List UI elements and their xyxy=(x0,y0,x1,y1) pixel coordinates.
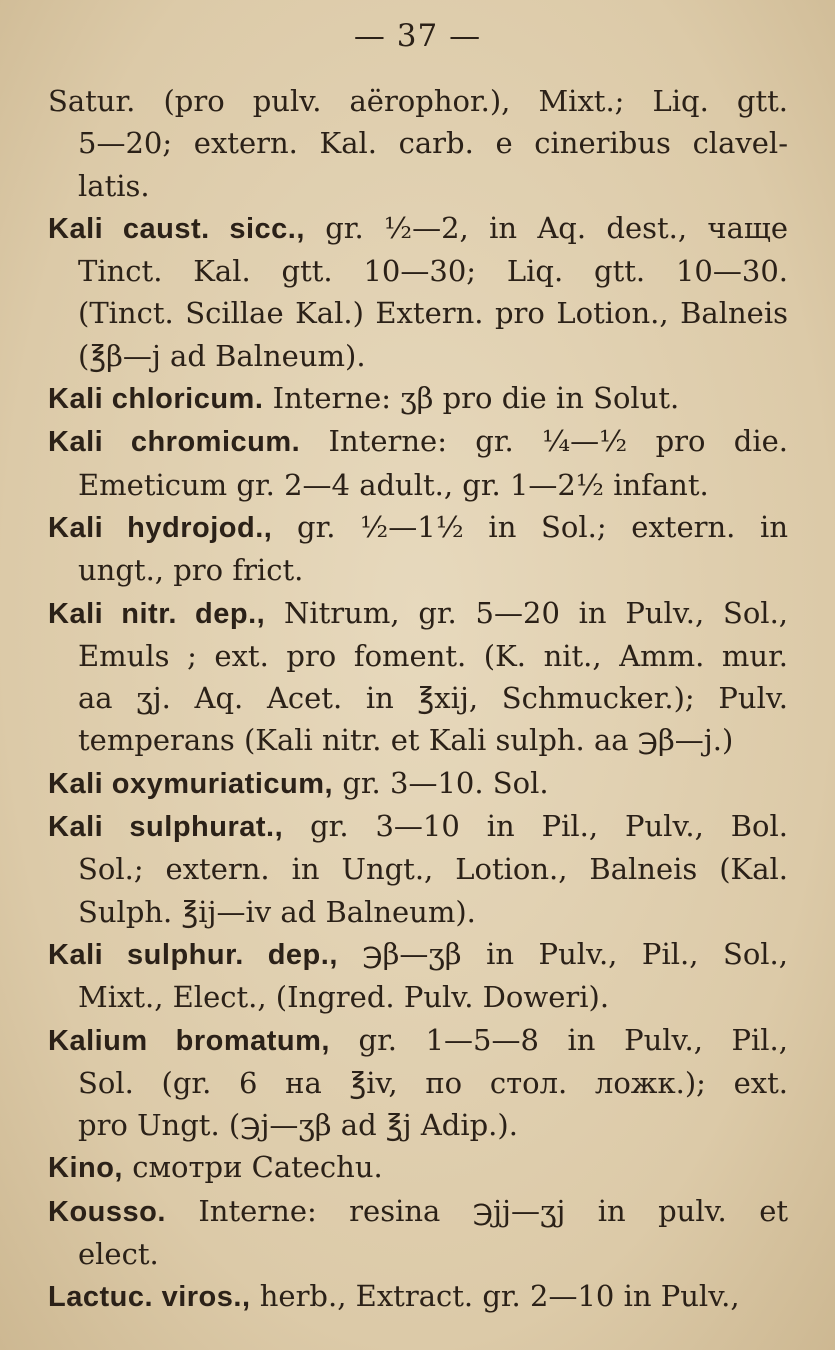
entry-line xyxy=(48,1275,788,1318)
entry-line xyxy=(48,805,788,848)
entry-text: aa ʒj. Aq. Acet. in ℥xij, Schmucker.); Pulv. xyxy=(78,681,788,716)
entry-line xyxy=(48,420,788,463)
entry-line xyxy=(48,464,788,506)
entry-line xyxy=(48,976,788,1018)
entry-text: gr. 1—5—8 in Pulv., Pil., xyxy=(358,1022,788,1057)
entry-headword: Kousso. xyxy=(48,1195,166,1228)
dictionary-entry xyxy=(48,592,788,762)
entry-headword: Lactuc. viros., xyxy=(48,1281,251,1314)
entry-text: Satur. (pro pulv. aërophor.), Mixt.; Liq. gtt. xyxy=(48,84,788,118)
entry-line xyxy=(48,677,788,719)
entry-line xyxy=(48,1146,788,1189)
entry-text: temperans (Kali nitr. et Kali sulph. aa ℈β—j.) xyxy=(78,723,734,758)
entry-headword: Kali chloricum. xyxy=(48,383,264,416)
dictionary-entry xyxy=(48,1275,788,1318)
entry-text: Emuls ; ext. pro foment. (K. nit., Amm. mur. xyxy=(78,638,788,673)
entry-line xyxy=(48,848,788,890)
entry-text: 5—20; extern. Kal. carb. e cineribus clavel- xyxy=(78,126,788,161)
dictionary-entry xyxy=(48,1190,788,1276)
entry-headword: Kali sulphurat., xyxy=(48,811,284,844)
entry-headword: Kali hydrojod., xyxy=(48,511,273,544)
entry-text: Interne: gr. ¼—½ pro die. xyxy=(328,424,789,459)
entry-line xyxy=(48,292,788,334)
entry-text: Interne: ʒβ pro die in Solut. xyxy=(272,381,680,416)
entry-text: gr. 3—10 in Pil., Pulv., Bol. xyxy=(310,809,789,844)
dictionary-entry xyxy=(48,805,788,933)
dictionary-entry xyxy=(48,420,788,506)
entry-text: Interne: resina ℈jj—ʒj in pulv. et xyxy=(198,1193,789,1228)
entry-line xyxy=(48,250,788,292)
dictionary-entry xyxy=(48,762,788,805)
dictionary-entry xyxy=(48,80,788,207)
entry-headword: Kali sulphur. dep., xyxy=(48,938,338,971)
entry-text: Sulph. ℥ij—iv ad Balneum). xyxy=(78,894,476,929)
entry-text: Nitrum, gr. 5—20 in Pulv., Sol., xyxy=(284,595,789,630)
dictionary-entry xyxy=(48,207,788,377)
entry-line xyxy=(48,377,788,420)
entry-line xyxy=(48,122,788,164)
dictionary-entry xyxy=(48,1019,788,1147)
entry-line xyxy=(48,1104,788,1146)
entry-line xyxy=(48,635,788,677)
entry-line xyxy=(48,207,788,250)
dictionary-entry xyxy=(48,933,788,1019)
entry-line xyxy=(48,165,788,207)
entry-line xyxy=(48,1019,788,1062)
dictionary-entry xyxy=(48,1146,788,1189)
entry-text: Mixt., Elect., (Ingred. Pulv. Doweri). xyxy=(78,980,610,1015)
entry-text: ungt., pro frict. xyxy=(78,553,304,588)
page-body xyxy=(48,80,788,1319)
entry-text: pro Ungt. (℈j—ʒβ ad ℥j Adip.). xyxy=(78,1108,518,1143)
entry-line xyxy=(48,1233,788,1275)
entry-text: herb., Extract. gr. 2—10 in Pulv., xyxy=(259,1279,740,1314)
entry-headword: Kino, xyxy=(48,1152,123,1185)
entry-text: (℥β—j ad Balneum). xyxy=(78,338,366,373)
entry-line xyxy=(48,335,788,377)
dictionary-entry xyxy=(48,506,788,592)
entry-headword: Kali caust. sicc., xyxy=(48,212,305,245)
entry-text: gr. ½—2, in Aq. dest., чаще xyxy=(325,210,788,245)
entry-text: Sol.; extern. in Ungt., Lotion., Balneis (Kal. xyxy=(78,852,788,887)
entry-line xyxy=(48,891,788,933)
entry-headword: Kali chromicum. xyxy=(48,426,301,459)
entry-text: Tinct. Kal. gtt. 10—30; Liq. gtt. 10—30. xyxy=(78,254,788,289)
entry-headword: Kali nitr. dep., xyxy=(48,597,266,630)
entry-text: (Tinct. Scillae Kal.) Extern. pro Lotion., Balneis xyxy=(78,296,788,331)
entry-text: gr. ½—1½ in Sol.; extern. in xyxy=(297,509,788,544)
entry-line xyxy=(48,549,788,591)
entry-text: Emeticum gr. 2—4 adult., gr. 1—2½ infant. xyxy=(78,467,709,502)
entry-headword: Kali oxymuriaticum, xyxy=(48,767,334,800)
entry-line xyxy=(48,1062,788,1104)
entry-text: Sol. (gr. 6 на ℥iv, по стол. ложк.); ext. xyxy=(78,1065,788,1100)
entry-text: latis. xyxy=(78,168,150,203)
entry-text: gr. 3—10. Sol. xyxy=(342,765,549,800)
entry-line xyxy=(48,933,788,976)
entry-line xyxy=(48,1190,788,1233)
entry-line xyxy=(48,506,788,549)
entry-line xyxy=(48,80,788,122)
entry-headword: Kalium bromatum, xyxy=(48,1024,330,1057)
entry-text: ℈β—ʒβ in Pulv., Pil., Sol., xyxy=(362,936,788,971)
page-number: — 37 — xyxy=(353,18,482,54)
entry-line xyxy=(48,592,788,635)
dictionary-entry xyxy=(48,377,788,420)
entry-line xyxy=(48,719,788,761)
entry-line xyxy=(48,762,788,805)
entry-text: смотри Catechu. xyxy=(132,1150,383,1185)
entry-text: elect. xyxy=(78,1237,159,1272)
